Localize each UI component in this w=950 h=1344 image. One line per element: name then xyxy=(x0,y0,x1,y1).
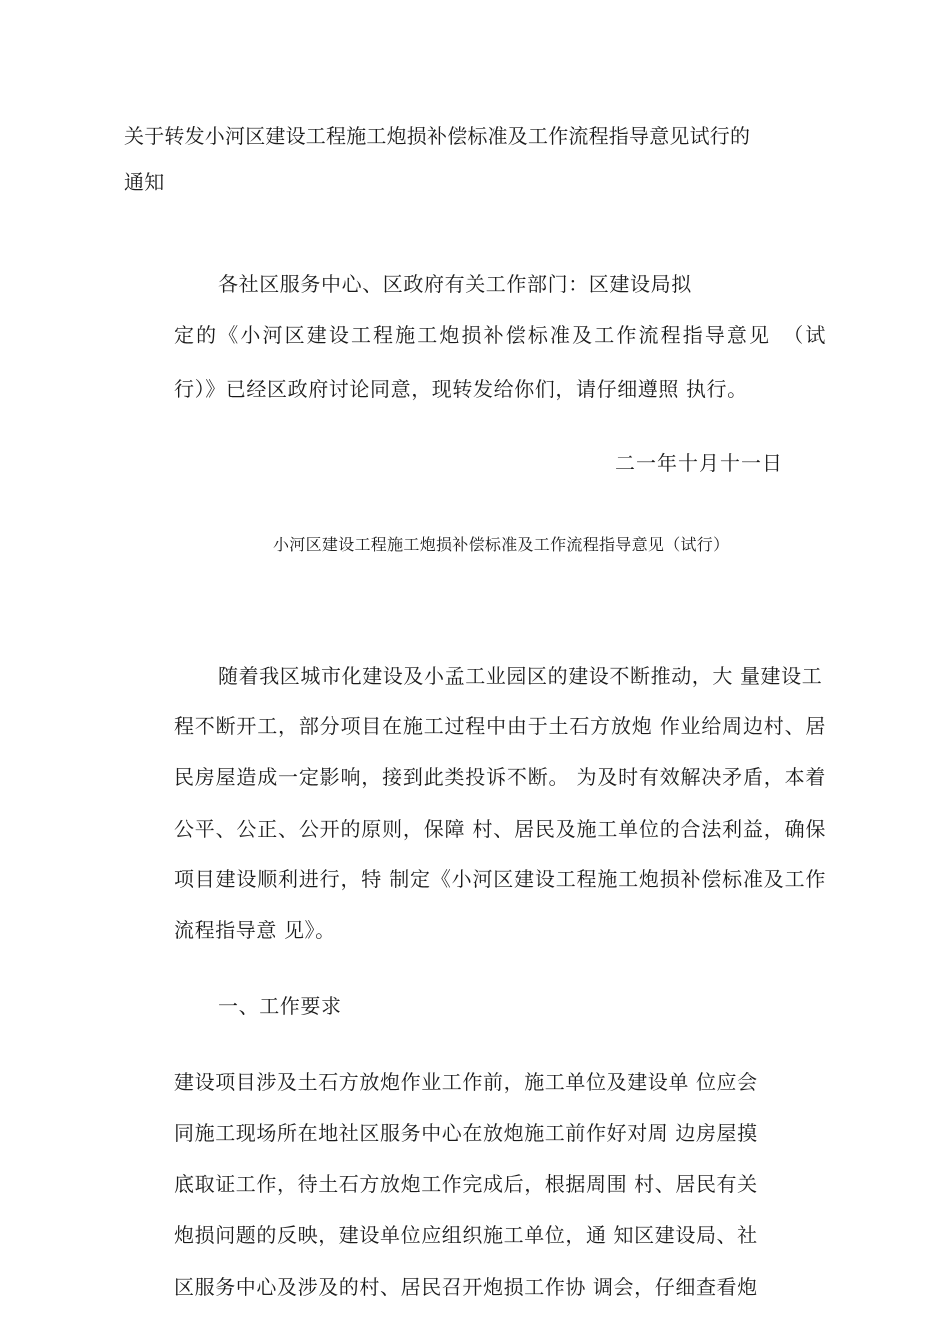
section-heading: 一、工作要求 xyxy=(218,994,342,1018)
notice-line-3: 行）》已经区政府讨论同意，现转发给你们，请仔细遵照 执行。 xyxy=(174,377,748,401)
intro-line-3: 民房屋造成一定影响，接到此类投诉不断。 为及时有效解决矛盾，本着 xyxy=(174,765,826,789)
intro-line-4: 公平、公正、公开的原则，保障 村、居民及施工单位的合法利益，确保 xyxy=(174,817,826,841)
notice-line-2: 定的《小河区建设工程施工炮损补偿标准及工作流程指导意见 （试 xyxy=(174,323,826,347)
intro-line-5: 项目建设顺利进行，特 制定《小河区建设工程施工炮损补偿标准及工作 xyxy=(174,867,826,891)
section-line-2: 同施工现场所在地社区服务中心在放炮施工前作好对周 边房屋摸 xyxy=(174,1121,758,1145)
section-line-1: 建设项目涉及土石方放炮作业工作前，施工单位及建设单 位应会 xyxy=(174,1070,758,1094)
intro-line-1: 随着我区城市化建设及小孟工业园区的建设不断推动，大 量建设工 xyxy=(218,664,823,688)
section-line-4: 炮损问题的反映，建设单位应组织施工单位，通 知区建设局、社 xyxy=(174,1223,758,1247)
section-line-3: 底取证工作，待土石方放炮工作完成后，根据周围 村、居民有关 xyxy=(174,1172,758,1196)
section-line-5: 区服务中心及涉及的村、居民召开炮损工作协 调会，仔细查看炮 xyxy=(174,1275,758,1299)
intro-line-6: 流程指导意 见》。 xyxy=(174,918,336,942)
document-title-line-2: 通知 xyxy=(124,170,165,194)
opinion-subtitle: 小河区建设工程施工炮损补偿标准及工作流程指导意见（试行） xyxy=(273,535,730,554)
document-title-line-1: 关于转发小河区建设工程施工炮损补偿标准及工作流程指导意见试行的 xyxy=(124,124,751,148)
intro-line-2: 程不断开工，部分项目在施工过程中由于土石方放炮 作业给周边村、居 xyxy=(174,714,826,738)
document-date: 二一年十月十一日 xyxy=(615,451,783,475)
notice-line-1: 各社区服务中心、区政府有关工作部门：区建设局拟 xyxy=(218,272,692,296)
